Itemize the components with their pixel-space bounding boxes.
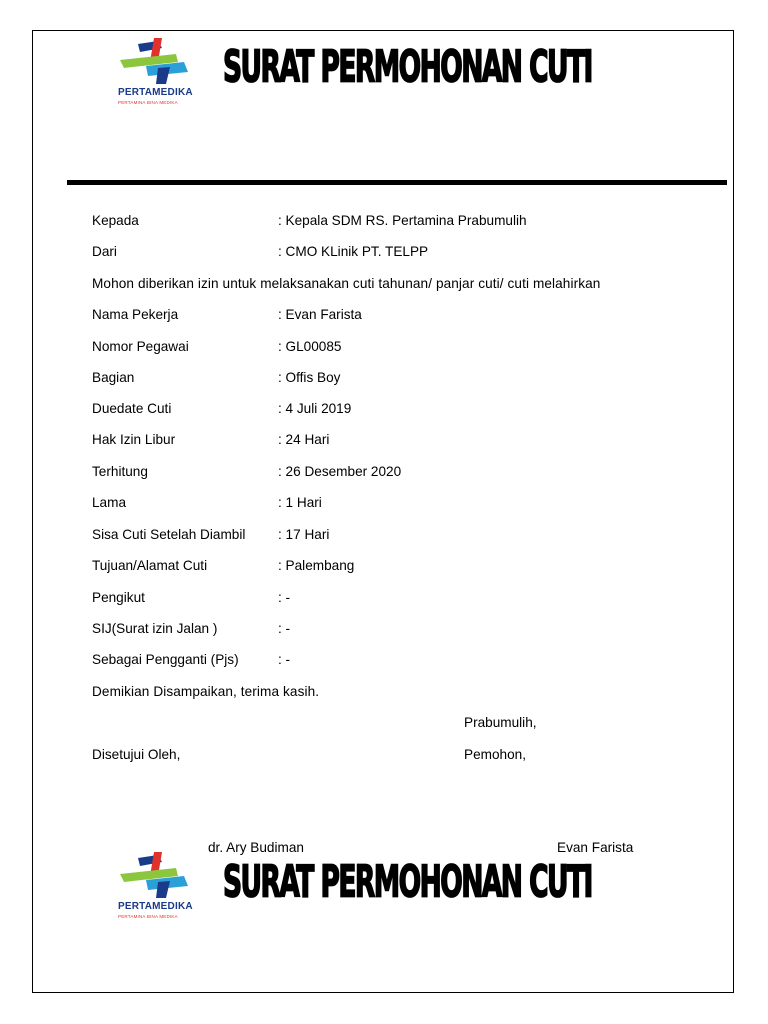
document-title: SURAT PERMOHONAN CUTI <box>223 42 592 94</box>
logo-tagline-text: PERTAMINA BINA MEDIKA <box>118 914 178 919</box>
header-divider <box>67 180 727 185</box>
detail-label: Pengikut <box>92 590 145 605</box>
logo-brand-text: PERTAMEDIKA <box>118 901 193 912</box>
document-title-footer: SURAT PERMOHONAN CUTI <box>223 857 592 909</box>
detail-value: : 4 Juli 2019 <box>278 401 352 416</box>
closing-text: Demikian Disampaikan, terima kasih. <box>92 684 320 699</box>
field-value: : Kepala SDM RS. Pertamina Prabumulih <box>278 213 527 228</box>
detail-value: : 26 Desember 2020 <box>278 464 402 479</box>
detail-value: : - <box>278 621 291 636</box>
approver-name: dr. Ary Budiman <box>208 840 304 855</box>
detail-label: Nomor Pegawai <box>92 339 189 354</box>
detail-label: SIJ(Surat izin Jalan ) <box>92 621 218 636</box>
detail-label: Bagian <box>92 370 135 385</box>
detail-value: : Palembang <box>278 558 355 573</box>
detail-label: Terhitung <box>92 464 148 479</box>
detail-label: Nama Pekerja <box>92 307 179 322</box>
detail-value: : - <box>278 590 291 605</box>
detail-label: Duedate Cuti <box>92 401 172 416</box>
detail-value: : GL00085 <box>278 339 342 354</box>
field-label: Dari <box>92 244 117 259</box>
logo-tagline-text: PERTAMINA BINA MEDIKA <box>118 100 178 105</box>
field-label: Kepada <box>92 213 139 228</box>
field-value: : CMO KLinik PT. TELPP <box>278 244 429 259</box>
detail-label: Lama <box>92 495 127 510</box>
detail-value: : Evan Farista <box>278 307 362 322</box>
detail-value: : - <box>278 652 291 667</box>
detail-value: : 24 Hari <box>278 432 330 447</box>
pertamedika-logo <box>118 38 200 108</box>
detail-label: Tujuan/Alamat Cuti <box>92 558 208 573</box>
detail-value: : 17 Hari <box>278 527 330 542</box>
pertamedika-logo-mark <box>118 852 200 900</box>
pertamedika-logo <box>118 852 200 922</box>
detail-label: Sebagai Pengganti (Pjs) <box>92 652 239 667</box>
logo-brand-text: PERTAMEDIKA <box>118 87 193 98</box>
detail-value: : Offis Boy <box>278 370 341 385</box>
detail-label: Hak Izin Libur <box>92 432 176 447</box>
signature-place: Prabumulih, <box>464 715 537 730</box>
request-text: Mohon diberikan izin untuk melaksanakan cuti tahunan/ panjar cuti/ cuti melahirkan <box>92 276 601 291</box>
detail-value: : 1 Hari <box>278 495 322 510</box>
applicant-name: Evan Farista <box>557 840 634 855</box>
approved-by-label: Disetujui Oleh, <box>92 747 181 762</box>
pertamedika-logo-mark <box>118 38 200 86</box>
detail-label: Sisa Cuti Setelah Diambil <box>92 527 246 542</box>
applicant-label: Pemohon, <box>464 747 526 762</box>
